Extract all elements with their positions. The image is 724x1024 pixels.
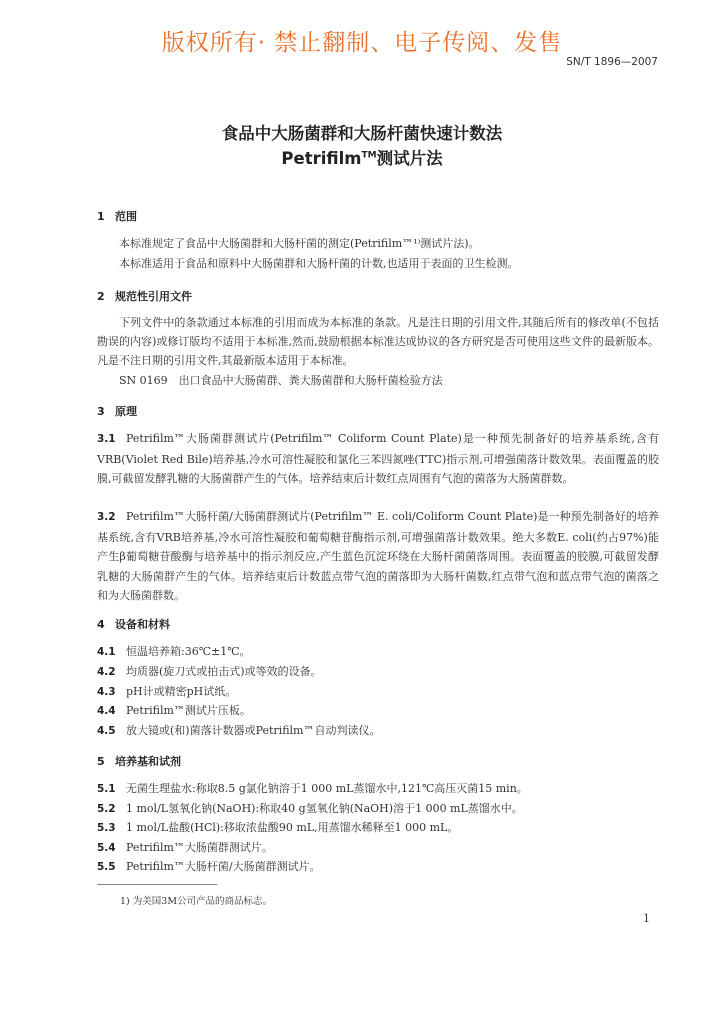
- section-title: 培养基和试剂: [115, 755, 181, 768]
- item-number: 5.2: [97, 803, 116, 815]
- list-item: [97, 818, 659, 838]
- section-2-heading: [97, 288, 192, 304]
- item-text: 1 mol/L氢氧化钠(NaOH):称取40 g氢氧化钠(NaOH)溶于1 000 mL蒸馏水中。: [126, 802, 523, 815]
- list-item: [97, 838, 659, 858]
- item-text: Petrifilm™大肠菌群测试片。: [126, 841, 273, 854]
- clause-number: 3.2: [97, 511, 116, 523]
- list-item: [97, 642, 659, 662]
- clause-text: Petrifilm™大肠菌群测试片(Petrifilm™ Coliform Count Plate)是一种预先制备好的培养基系统,含有VRB(Violet Red Bile)培养基,冷水可溶性凝胶和氯化三苯四氮唑(TTC)指示剂,可增强菌落计数效果。表面覆盖的胶膜,可截留发酵乳糖的大肠菌群产生的气体。培养结束后计数红点周围有气泡的菌落为大肠菌群数。: [97, 432, 659, 485]
- item-number: 4.5: [97, 725, 116, 737]
- clause-3-2: [97, 507, 659, 606]
- footnote-divider: [97, 884, 217, 885]
- item-number: 4.3: [97, 686, 116, 698]
- list-item: [97, 857, 659, 877]
- item-text: Petrifilm™大肠杆菌/大肠菌群测试片。: [126, 860, 321, 873]
- item-number: 5.5: [97, 861, 116, 873]
- clause-text: Petrifilm™大肠杆菌/大肠菌群测试片(Petrifilm™ E. coli/Coliform Count Plate)是一种预先制备好的培养基系统,含有VRB培养基,冷水可溶性凝胶和葡萄糖苷酶指示剂,可增强菌落计数效果。绝大多数E. coli(约占97%)能产生β葡萄糖苷酸酶与培养基中的指示剂反应,产生蓝色沉淀环绕在大肠杆菌菌落周围。表面覆盖的胶膜,可截留发酵乳糖的大肠菌群产生的气体。培养结束后计数蓝点带气泡的菌落即为大肠杆菌数,红点带气泡和蓝点带气泡的菌落之和为大肠菌群数。: [97, 510, 659, 602]
- section-5-heading: [97, 753, 181, 769]
- clause-3-1: [97, 429, 659, 489]
- item-text: 放大镜或(和)菌落计数器或Petrifilm™自动判读仪。: [126, 724, 381, 737]
- item-number: 4.1: [97, 646, 116, 658]
- list-item: [97, 682, 659, 702]
- clause-number: 3.1: [97, 433, 116, 445]
- section-3-heading: [97, 403, 137, 419]
- subtitle-brand: Petrifilm: [281, 149, 362, 168]
- item-text: 1 mol/L盐酸(HCl):移取浓盐酸90 mL,用蒸馏水稀释至1 000 mL。: [126, 821, 459, 834]
- section-title: 范围: [115, 210, 137, 223]
- list-item: [97, 779, 659, 799]
- item-number: 4.2: [97, 666, 116, 678]
- item-text: 恒温培养箱:36℃±1℃。: [126, 645, 251, 658]
- item-number: 5.1: [97, 783, 116, 795]
- item-text: 均质器(旋刀式或拍击式)或等效的设备。: [126, 665, 322, 678]
- section-number: 5: [97, 755, 105, 768]
- reference-sn-0169: SN 0169 出口食品中大肠菌群、粪大肠菌群和大肠杆菌检验方法: [119, 374, 443, 387]
- list-item: [97, 701, 659, 721]
- subtitle-trademark: TM: [361, 150, 377, 161]
- footnote: 1) 为美国3M公司产品的商品标志。: [120, 896, 273, 907]
- list-item: [97, 662, 659, 682]
- normative-references-paragraph: 下列文件中的条款通过本标准的引用而成为本标准的条款。凡是注日期的引用文件,其随后所有的修改单(不包括勘误的内容)或修订版均不适用于本标准,然而,鼓励根据本标准达成协议的各方研究是否可使用这些文件的最新版本。凡是不注日期的引用文件,其最新版本适用于本标准。: [97, 316, 659, 367]
- item-text: pH计或精密pH试纸。: [126, 685, 237, 698]
- section-number: 3: [97, 405, 105, 418]
- copyright-watermark: 版权所有· 禁止翻制、电子传阅、发售: [161, 30, 563, 56]
- document-subtitle: [0, 145, 724, 169]
- page-number: 1: [643, 912, 650, 925]
- item-text: Petrifilm™测试片压板。: [126, 704, 251, 717]
- standard-number: SN/T 1896—2007: [566, 56, 658, 68]
- list-item: [97, 721, 659, 741]
- item-text: 无菌生理盐水:称取8.5 g氯化钠溶于1 000 mL蒸馏水中,121℃高压灭菌15 min。: [126, 782, 528, 795]
- section-number: 4: [97, 618, 105, 631]
- scope-paragraph-1: 本标准规定了食品中大肠菌群和大肠杆菌的测定(Petrifilm™¹⁾测试片法)。: [119, 237, 480, 250]
- section-number: 1: [97, 210, 105, 223]
- section-title: 原理: [115, 405, 137, 418]
- subtitle-method: 测试片法: [376, 149, 443, 168]
- section-title: 设备和材料: [115, 618, 170, 631]
- section-4-heading: [97, 616, 170, 632]
- list-item: [97, 799, 659, 819]
- item-number: 5.4: [97, 842, 116, 854]
- item-number: 5.3: [97, 822, 116, 834]
- document-title: 食品中大肠菌群和大肠杆菌快速计数法: [221, 124, 503, 143]
- item-number: 4.4: [97, 705, 116, 717]
- scope-paragraph-2: 本标准适用于食品和原料中大肠菌群和大肠杆菌的计数,也适用于表面的卫生检测。: [119, 257, 519, 270]
- section-1-heading: [97, 208, 137, 224]
- section-number: 2: [97, 290, 105, 303]
- section-title: 规范性引用文件: [115, 290, 192, 303]
